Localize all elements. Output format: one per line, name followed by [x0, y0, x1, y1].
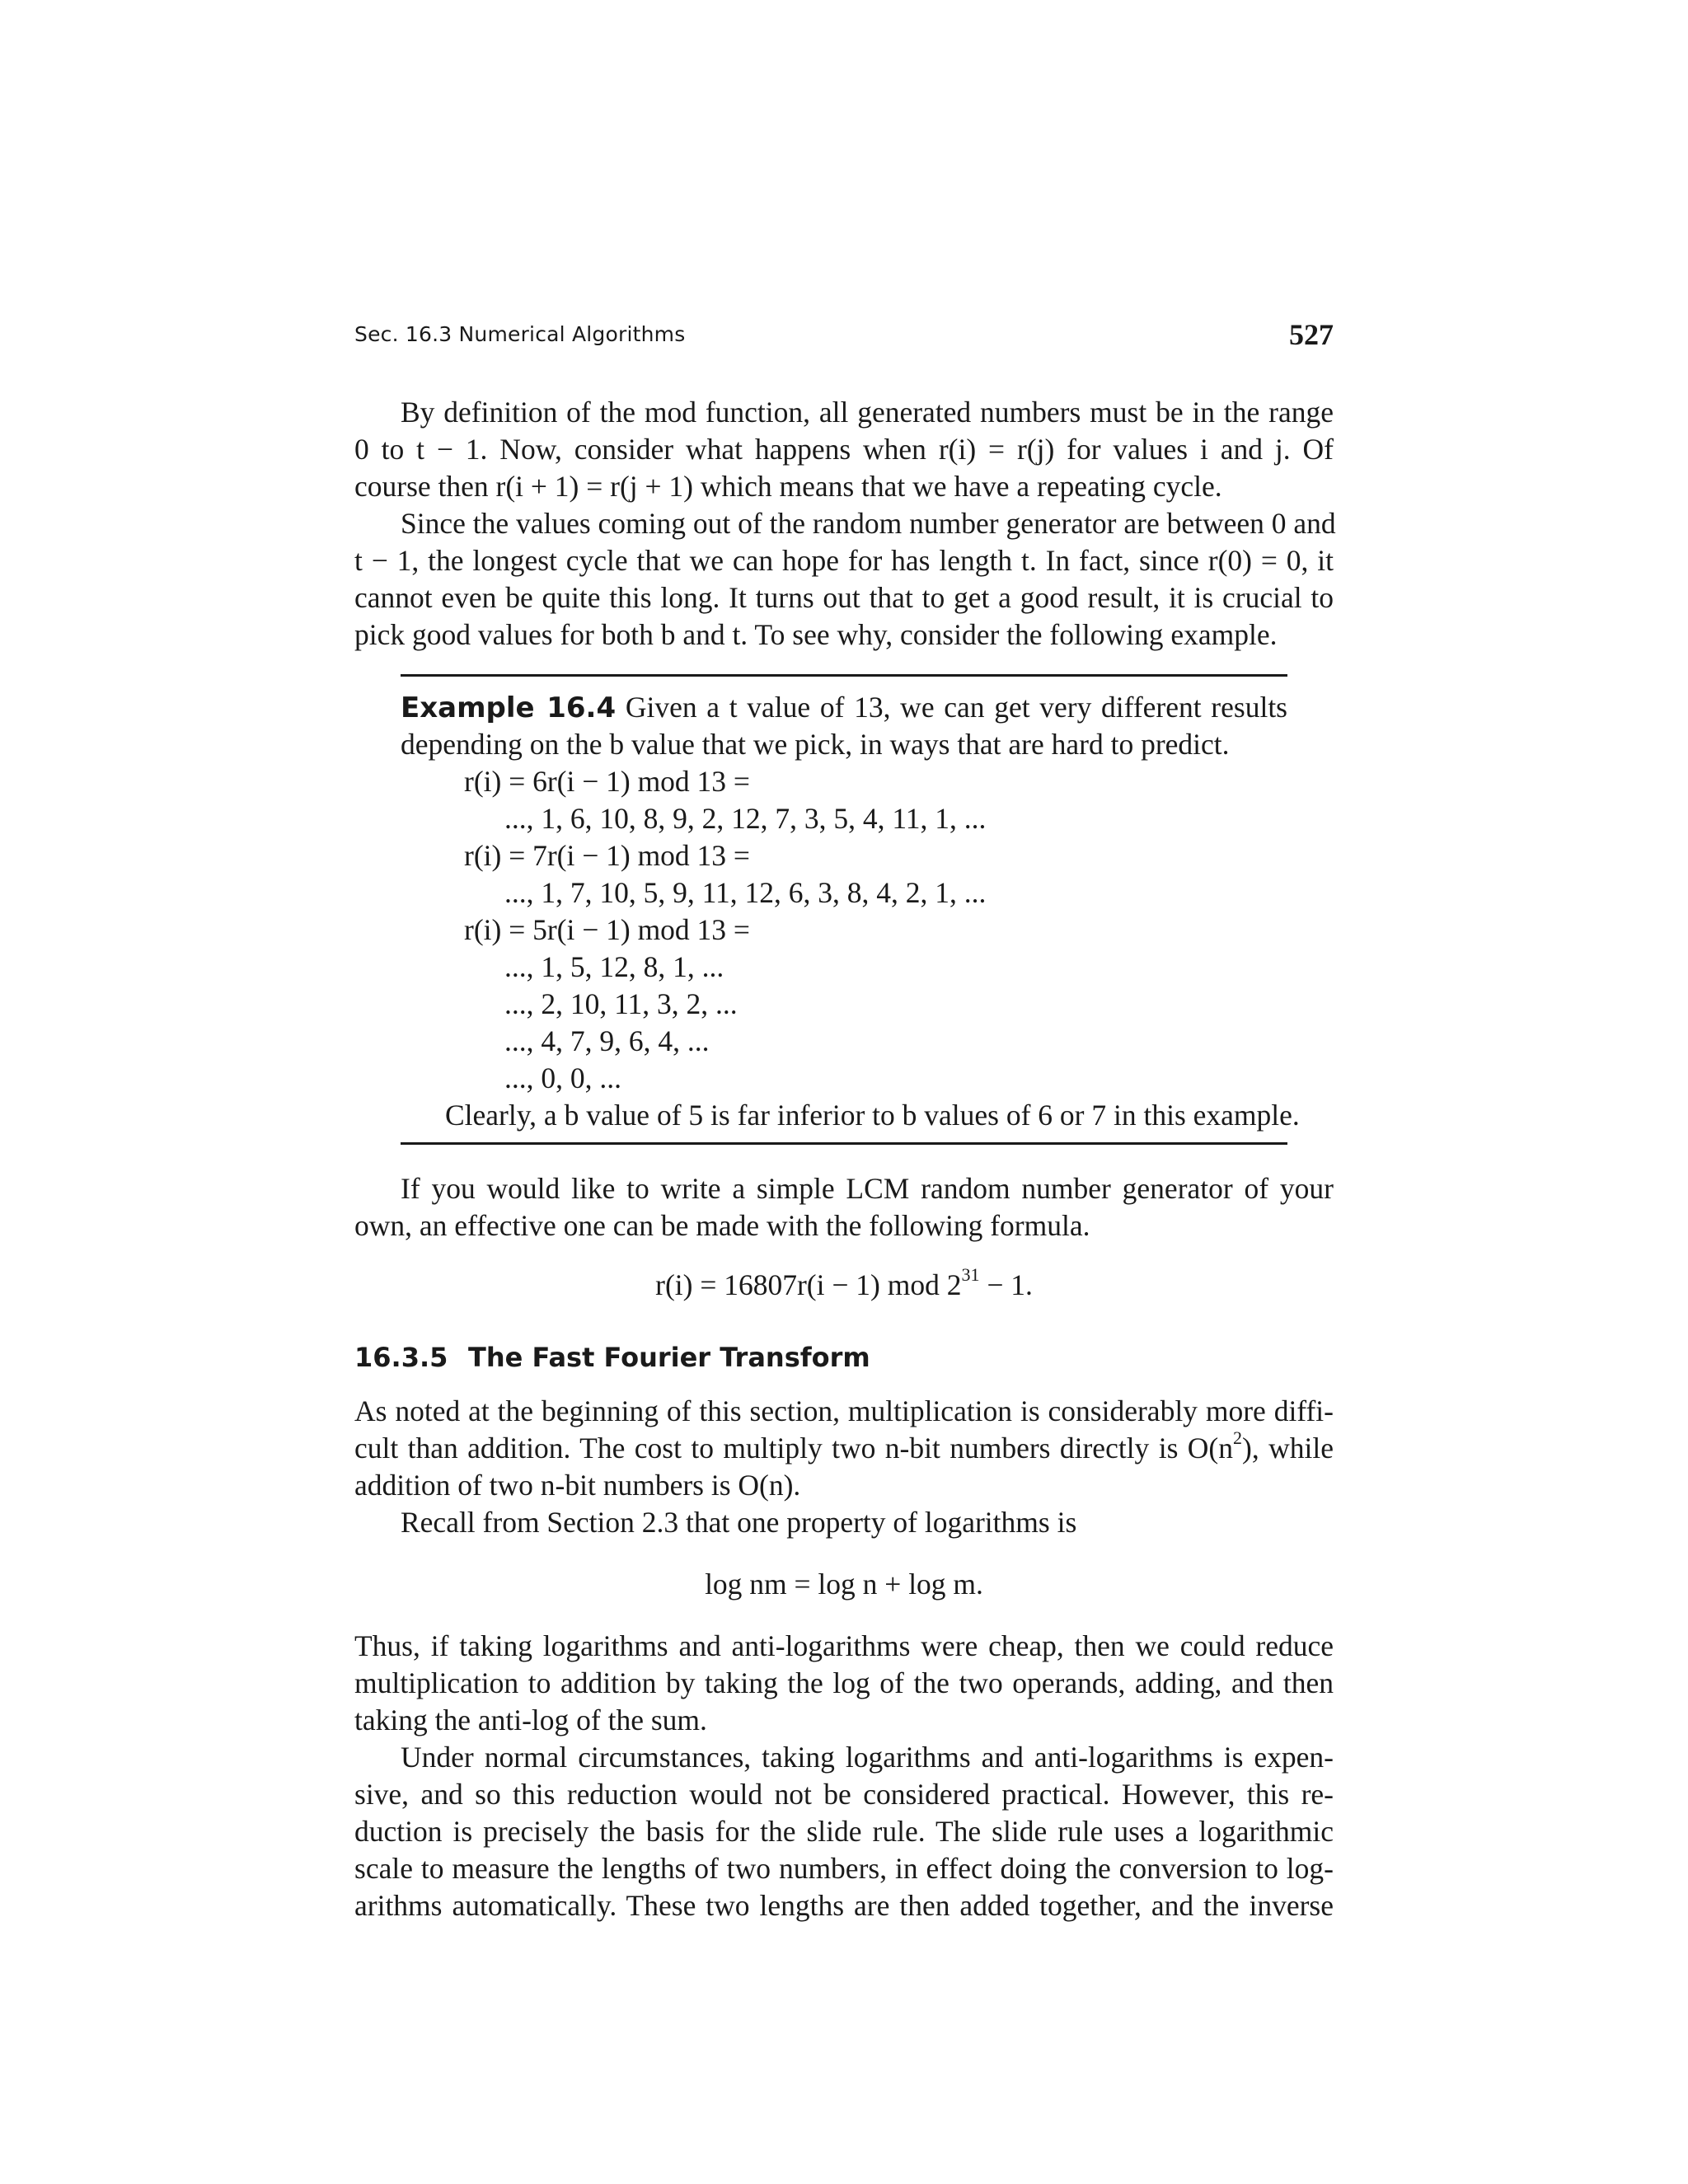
- section-header: Sec. 16.3 Numerical Algorithms: [354, 322, 686, 346]
- para1-line-3: course then r(i + 1) = r(j + 1) which means that we have a repeating cycle.: [354, 470, 1222, 503]
- para4-line-2-exponent: 2: [1233, 1427, 1243, 1449]
- example-sequence-b7: ..., 1, 7, 10, 5, 9, 11, 12, 6, 3, 8, 4, 2, 1, ...: [504, 876, 987, 909]
- lcm-formula-exponent: 31: [961, 1264, 980, 1286]
- para2-line-4: pick good values for both b and t. To see why, consider the following example.: [354, 618, 1278, 651]
- subsection-title: The Fast Fourier Transform: [468, 1342, 870, 1373]
- example-sequence-b5-3: ..., 4, 7, 9, 6, 4, ...: [504, 1024, 710, 1057]
- page-number: 527: [1289, 318, 1334, 351]
- example-line-2: depending on the b value that we pick, in ways that are hard to predict.: [401, 728, 1230, 761]
- para6-line-2: multiplication to addition by taking the log of the two operands, adding, and then: [354, 1666, 1334, 1699]
- example-bottom-rule: [401, 1142, 1287, 1145]
- para7-line-2: sive, and so this reduction would not be considered practical. However, this re-: [354, 1778, 1334, 1811]
- para2-line-1: Since the values coming out of the random number generator are between 0 and: [401, 507, 1336, 540]
- example-label: Example 16.4: [401, 691, 617, 724]
- example-equation-b5: r(i) = 5r(i − 1) mod 13 =: [464, 913, 750, 946]
- para1-line-2: 0 to t − 1. Now, consider what happens when r(i) = r(j) for values i and j. Of: [354, 433, 1334, 466]
- para7-line-4: scale to measure the lengths of two numbers, in effect doing the conversion to log-: [354, 1852, 1334, 1885]
- lcm-formula-lhs: r(i) = 16807r(i − 1) mod 2: [655, 1268, 962, 1301]
- para7-line-5: arithms automatically. These two lengths are then added together, and the inverse: [354, 1889, 1334, 1922]
- example-conclusion: Clearly, a b value of 5 is far inferior to b values of 6 or 7 in this example.: [445, 1099, 1300, 1132]
- lcm-formula: [354, 1264, 1334, 1304]
- para2-line-3: cannot even be quite this long. It turns out that to get a good result, it is crucial to: [354, 581, 1334, 614]
- example-line-1: [401, 689, 1287, 726]
- para4-line-2-text: cult than addition. The cost to multiply two n-bit numbers directly is O(n: [354, 1432, 1234, 1465]
- para2-line-2: t − 1, the longest cycle that we can hope for has length t. In fact, since r(0) = 0, it: [354, 544, 1334, 577]
- para4-line-2-tail: ), while: [1242, 1432, 1334, 1465]
- para4-line-3: addition of two n-bit numbers is O(n).: [354, 1469, 801, 1502]
- example-sequence-b5-2: ..., 2, 10, 11, 3, 2, ...: [504, 987, 738, 1020]
- para3-line-1: If you would like to write a simple LCM random number generator of your: [401, 1172, 1334, 1205]
- example-sequence-b5-4: ..., 0, 0, ...: [504, 1062, 621, 1094]
- example-equation-b7: r(i) = 7r(i − 1) mod 13 =: [464, 839, 750, 872]
- lcm-formula-rhs: − 1.: [979, 1268, 1033, 1301]
- para1-line-1: By definition of the mod function, all generated numbers must be in the range: [401, 396, 1334, 429]
- example-intro-1: Given a t value of 13, we can get very different results: [625, 691, 1287, 724]
- para5-line-1: Recall from Section 2.3 that one property of logarithms is: [401, 1506, 1077, 1539]
- log-formula: log nm = log n + log m.: [705, 1568, 983, 1601]
- subsection-number: 16.3.5: [354, 1342, 448, 1373]
- para3-line-2: own, an effective one can be made with the following formula.: [354, 1209, 1090, 1242]
- example-sequence-b6: ..., 1, 6, 10, 8, 9, 2, 12, 7, 3, 5, 4, 11, 1, ...: [504, 802, 987, 835]
- example-top-rule: [401, 674, 1287, 677]
- para7-line-3: duction is precisely the basis for the slide rule. The slide rule uses a logarithmic: [354, 1815, 1334, 1848]
- para4-line-1: As noted at the beginning of this section, multiplication is considerably more diffi-: [354, 1394, 1334, 1427]
- example-sequence-b5-1: ..., 1, 5, 12, 8, 1, ...: [504, 950, 724, 983]
- para7-line-1: Under normal circumstances, taking logarithms and anti-logarithms is expen-: [401, 1741, 1334, 1774]
- subsection-heading: [354, 1339, 870, 1376]
- para4-line-2: [354, 1427, 1334, 1467]
- para6-line-3: taking the anti-log of the sum.: [354, 1704, 707, 1736]
- example-equation-b6: r(i) = 6r(i − 1) mod 13 =: [464, 765, 750, 798]
- para6-line-1: Thus, if taking logarithms and anti-logarithms were cheap, then we could reduce: [354, 1629, 1334, 1662]
- running-header: [354, 317, 1334, 359]
